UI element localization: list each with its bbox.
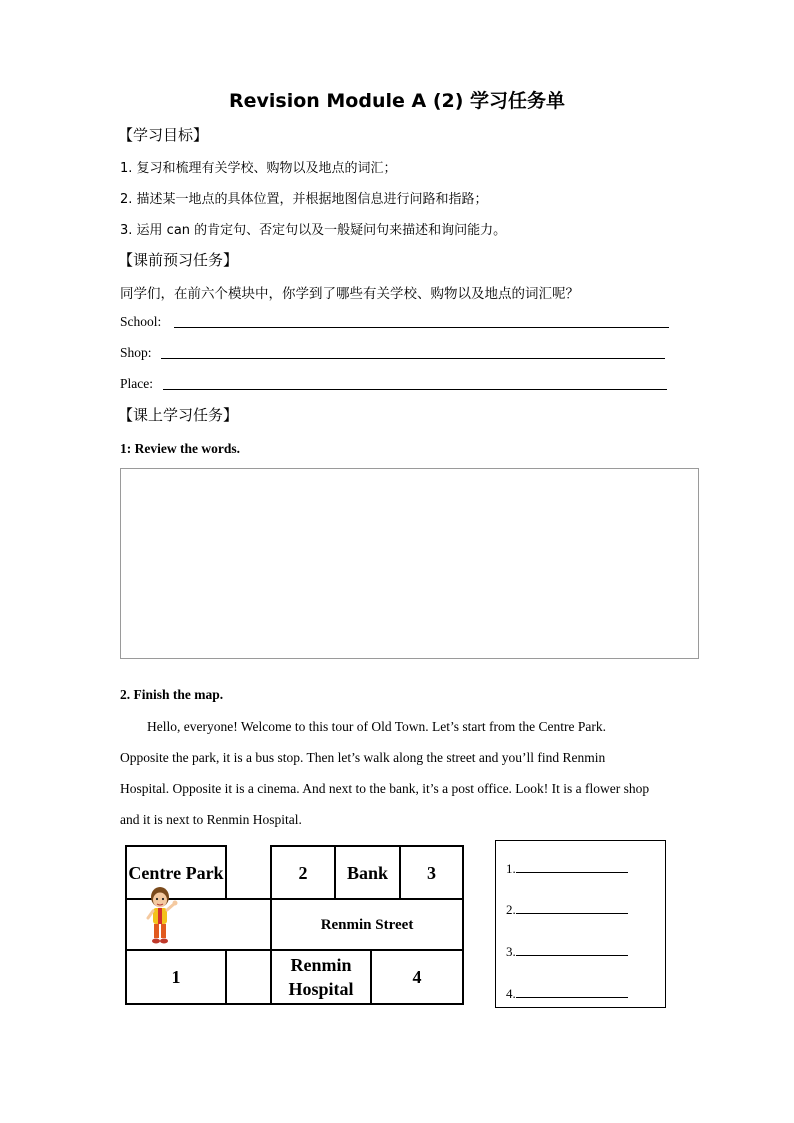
paragraph-line: Opposite the park, it is a bus stop. Then let’s walk along the street and you’ll find Renmin <box>120 750 606 765</box>
inclass-heading: 【课上学习任务】 <box>118 406 239 424</box>
map-slot-1: 1 <box>125 949 227 1005</box>
map-street: Renmin Street <box>270 898 464 951</box>
map-slot-2: 2 <box>270 845 336 900</box>
place-answer-line[interactable] <box>163 389 667 390</box>
paragraph-line: Hello, everyone! Welcome to this tour of Old Town. Let’s start from the Centre Park. <box>147 719 606 734</box>
answer-row-2[interactable]: 2. <box>506 901 628 918</box>
preview-question: 同学们，在前六个模块中，你学到了哪些有关学校、购物以及地点的词汇呢？ <box>120 286 579 302</box>
objective-item: 3. 运用 can 的肯定句、否定句以及一般疑问句来描述和询问能力。 <box>120 223 507 238</box>
objective-item: 1. 复习和梳理有关学校、购物以及地点的词汇； <box>120 161 397 176</box>
task2-title: 2. Finish the map. <box>120 687 224 702</box>
answer-row-1[interactable]: 1. <box>506 860 628 877</box>
map-hospital <box>270 949 372 1005</box>
hospital-line: Renmin <box>290 955 352 975</box>
page-title: Revision Module A (2) 学习任务单 <box>228 90 566 112</box>
map-centre-park: Centre Park <box>125 845 227 900</box>
place-label: Place: <box>120 376 153 391</box>
paragraph-line: Hospital. Opposite it is a cinema. And next to the bank, it’s a post office. Look! It is a flower shop <box>120 781 650 796</box>
school-label: School: <box>120 314 162 329</box>
task1-title <box>120 438 240 457</box>
task2-paragraph <box>120 711 690 835</box>
objective-item: 2. 描述某一地点的具体位置，并根据地图信息进行问路和指路； <box>120 192 488 207</box>
boy-illustration <box>142 884 182 954</box>
map-bank: Bank <box>334 845 401 900</box>
task1-title-text: : Review the words. <box>126 441 240 456</box>
map-slot-4: 4 <box>370 949 464 1005</box>
answer-row-4[interactable]: 4. <box>506 985 628 1002</box>
review-words-box[interactable] <box>120 468 699 659</box>
preview-heading: 【课前预习任务】 <box>118 251 239 269</box>
shop-label: Shop: <box>120 345 152 360</box>
hospital-line: Hospital <box>288 979 354 999</box>
answer-row-3[interactable]: 3. <box>506 943 628 960</box>
shop-answer-line[interactable] <box>161 358 665 359</box>
school-answer-line[interactable] <box>174 327 669 328</box>
paragraph-line: and it is next to Renmin Hospital. <box>120 812 302 827</box>
map-road-bottom <box>227 1003 272 1005</box>
task1-number: 1 <box>120 441 127 456</box>
map-cross-street <box>125 898 272 951</box>
map-slot-3: 3 <box>399 845 464 900</box>
objectives-heading: 【学习目标】 <box>118 126 209 144</box>
